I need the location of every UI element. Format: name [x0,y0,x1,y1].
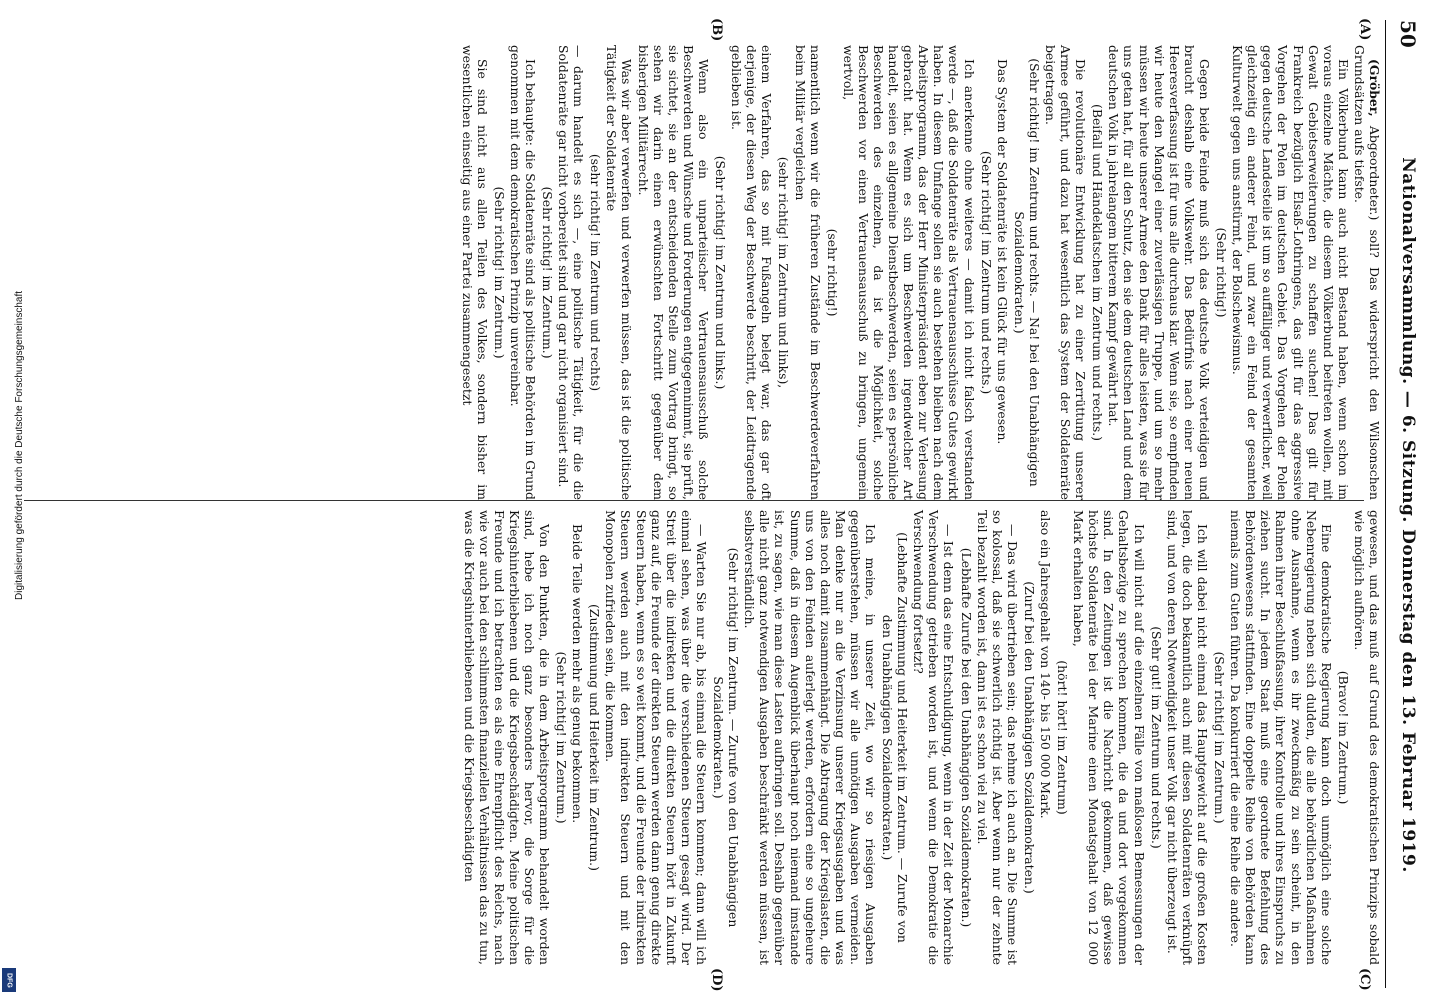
dfg-logo: DFG [2,968,16,992]
paragraph: Ein Völkerbund kann auch nicht Bestand haben, wenn schon im voraus einzelne Mächte, die diesem Völkerbund beitreten wollen, mit Gewalt Gebietserweiterungen zu schaffen suchen! Das gilt für Frankreich bezüglich Elsaß-Lothringens, das gilt für das aggressive Vorgehen der Polen im deutschen Gebiet. Das Vorgehen der Polen gegen deutsche Landesteile ist um so auffälliger und verwerflicher, weil gleichzeitig ein anderer Feind, und zwar ein Feind der gesamten Kulturwelt gegen uns anstürmt, der Bolschewismus. [1230,45,1351,500]
paragraph: namentlich wenn wir die früheren Zustände im Beschwerdeverfahren beim Militär vergleichen [792,45,823,500]
interjection: (Beifall und Händeklatschen im Zentrum und rechts.) [1090,104,1106,441]
page-title: Nationalversammlung. — 6. Sitzung. Donnerstag den 13. Februar 1919. [1398,157,1418,873]
paragraph: Was wir aber verwerfen und verwerfen müssen, das ist die politische Tätigkeit der Soldatenräte [604,45,635,500]
paragraph: Gegen beide Feinde muß sich das deutsche Volk verteidigen und braucht deshalb eine Volkswehr. Das Bedürfnis nach einer neuen Heeresverfassung ist für uns alle durchaus klar. Wenn sie, so empfinden wir heute den Mangel einer zuverlässigen Truppe, und um so mehr müssen wir heute unserer Armee den Dank für alles leisten, was sie für uns getan hat, für all den Schutz, den sie dem deutschen Land und dem deutschen Volk in jahrelangem bitterem Kampf gewährt hat. [1106,45,1212,500]
interjection: (Lebhafte Zurufe bei den Unabhängigen Sozialdemokraten.) [958,547,974,928]
interjection: (sehr richtig! im Zentrum und rechts) [588,153,604,392]
interjection: (Sehr richtig! im Zentrum.) [1212,651,1228,824]
paragraph: (Gröber, Abgeordneter.) soll? Das widerspricht den Wilsonschen Grundsätzen aufs tiefste. [1351,45,1382,500]
paragraph: Ich meine, in unserer Zeit, wo wir so riesigen Ausgaben gegenüberstehen, müssen wir alle unnötigen Ausgaben vermeiden. Man denke nur an die Verzinsung unserer Kriegsausgaben und was alles noch damit zusammenhängt. Die Abtragung der Kriegslasten, die uns von den Feinden auferlegt werden, erfordern eine so ungeheure Summe, daß in diesem Augenblick überhaupt noch niemand imstande ist, zu sagen, wie man diese Lasten aufbringen soll. Deshalb gegenüber alle nicht ganz notwendigen Ausgaben beschränkt werden müssen, ist selbstverständlich. [742,510,878,965]
paragraph: Ich anerkenne ohne weiteres — damit ich nicht falsch verstanden werde —, daß die Soldatenräte als Vertrauensausschüsse Gutes gewirkt haben. In diesem Umfange sollen sie auch bestehen bleiben nach dem Arbeitsprogramm, das der Herr Ministerpräsident eben zur Verlesung gebracht hat. Wenn es sich um Beschwerden irgendwelcher Art handelt, seien es allgemeine Dienstbeschwerden, seien es persönliche Beschwerden des einzelnen, da ist die Möglichkeit, solche Beschwerden vor einen Vertrauensausschuß zu bringen, ungemein wertvoll, [840,45,977,500]
interjection: (Lebhafte Zustimmung und Heiterkeit im Zentrum. — Zurufe von den Unabhängigen Sozialdemokraten.) [880,532,911,943]
interjection: (Sehr richtig! im Zentrum und links.) [713,155,729,390]
header-rule [1385,20,1386,988]
paragraph: Ich will nicht auf die einzelnen Fälle von maßlosen Bemessungen der Gehaltsbezüge zu sprechen kommen, die da und dort vorgekommen sind. In den Zeitungen ist die Nachricht gekommen, daß gewisse höchste Soldatenräte bei der Marine einen Monatsgehalt von 12 000 Mark erhalten haben, [1071,510,1147,965]
dfg-footer [0,0,25,1000]
paragraph: Sie sind nicht aus allen Teilen des Volkes, sondern bisher im wesentlichen einseitig aus einer Partei zusammengesetzt [459,45,490,500]
left-column [458,45,1382,500]
paragraph: Wenn also ein unparteiischer Vertrauensausschuß solche Beschwerden und Wünsche und Forderungen entgegennimmt, sie prüft, sie sichtet, sie an der entscheidenden Stelle zum Vortrag bringt, so sehen wir darin einen erwünschten Fortschritt gegenüber dem bisherigen Militärrecht. [635,45,711,500]
paragraph: gewesen, und das muß auf Grund des demokratischen Prinzips sobald wie möglich aufhören. [1351,510,1382,965]
column-divider [24,500,1364,501]
page-header [1386,20,1426,990]
margin-marker-d: (D) [709,968,724,992]
paragraph: Ich will dabei nicht einmal das Hauptgewicht auf die großen Kosten legen, die doch bekanntlich auch mit diesen Soldatenräten verknüpft sind, und von deren Notwendigkeit unser Volk gar nicht überzeugt ist. [1164,510,1210,965]
margin-marker-c: (C) [1357,968,1372,991]
paragraph: Das System der Soldatenräte ist kein Glück für uns gewesen. [994,59,1010,445]
interjection: (Zustimmung und Heiterkeit im Zentrum.) [587,604,603,871]
paragraph: — darum handelt es sich —, eine politische Tätigkeit, für die die Soldatenräte gar nicht vorbereitet sind und gar nicht organisiert sind. [556,45,587,500]
interjection: (Sehr gut! im Zentrum und rechts.) [1148,626,1164,849]
paragraph: — Ist denn das eine Entschuldigung, wenn in der Zeit der Monarchie Verschwendung getrieben worden ist, und wenn die Demokratie die Verschwendung fortsetzt? [911,510,957,965]
interjection: (Zuruf bei den Unabhängigen Sozialdemokraten.) [1021,581,1037,894]
interjection: (hört! hört! im Zentrum) [1055,660,1071,815]
interjection: (Sehr richtig! im Zentrum und rechts. — Na! bei den Unabhängigen Sozialdemokraten.) [1011,58,1042,487]
interjection: (Sehr richtig! im Zentrum.) [540,186,556,359]
interjection: (Sehr richtig! im Zentrum.) [491,186,507,359]
paragraph: — Das wird übertrieben sein; das nehme ich auch an. Die Summe ist so kolossal, daß sie schwerlich richtig ist. Aber wenn nur der zehnte Teil bezahlt worden ist, dann ist es schon viel zu viel. [974,510,1020,965]
interjection: (Bravo! im Zentrum.) [1335,670,1351,805]
margin-marker-b: (B) [709,18,724,42]
interjection: (Sehr richtig!) [1214,227,1230,318]
interjection: (Sehr richtig! im Zentrum und rechts.) [978,150,994,395]
speaker-name: (Gröber, [1367,59,1382,117]
dfg-note: Digitalisierung gefördert durch die Deutsche Forschungsgemeinschaft [14,290,25,600]
page-number: 50 [1396,20,1420,48]
paragraph: Ich behaupte: die Soldatenräte sind als politische Behörden im Grund genommen mit dem demokratischen Prinzip unvereinbar. [507,45,538,500]
paragraph: also ein Jahresgehalt von 140- bis 150 000 Mark. [1038,510,1054,819]
right-column [460,510,1382,965]
paragraph: Eine demokratische Regierung kann doch unmöglich eine solche Nebenregierung neben sich dulden, die alle behördlichen Maßnahmen ohne Ausnahme, wenn es ihr zweckmäßig zu sein scheint, in den Rahmen ihrer Beschlußfassung, ihrer Kontrolle und ihres Einspruchs zu ziehen sucht. In jedem Staat muß eine geordnete Befehlung des Behördenwesens stattfinden. Eine doppelte Reihe von Behörden kann niemals zum Guten führen. Da konkurriert die eine Reihe die andere. [1228,510,1334,965]
paragraph: einem Verfahren, das so mit Fußangeln belegt war, das gar oft derjenige, der diesen Weg der Beschwerde beschritt, der Leidtragende geblieben ist. [729,45,775,500]
paragraph: Beide Teile werden mehr als genug bekommen. [570,524,586,824]
interjection: (sehr richtig!) [824,228,840,317]
interjection: (Sehr richtig! im Zentrum.) [554,651,570,824]
paragraph: Von den Punkten, die in dem Arbeitsprogramm behandelt worden sind, hebe ich noch ganz besonders hervor, die Sorge für die Kriegshinterbliebenen und die Kriegsbeschädigten. Meine politischen Freunde und ich betrachten es als eine Ehrenpflicht des Reichs, nach wie vor auch bei den schlimmsten finanziellen Verhältnissen das zu tun, was die Kriegshinterbliebenen und die Kriegsbeschädigten [461,510,553,965]
interjection: (Sehr richtig! im Zentrum. — Zurufe von den Unabhängigen Sozialdemokraten.) [711,547,742,928]
interjection: (sehr richtig! im Zentrum und links), [776,156,792,389]
paragraph: Die revolutionäre Entwicklung hat zu einer Zerrüttung unserer Armee geführt, und dazu hat wesentlich das System der Soldatenräte beigetragen. [1043,45,1089,500]
margin-marker-a: (A) [1357,18,1372,41]
paragraph: — Warten Sie nur ab, bis einmal die Steuern kommen; dann will ich einmal sehen, was über die verschiedenen Steuern gesagt wird. Der Streit über die indirekten und die direkten Steuern hört in Zukunft ganz auf, die Freunde der direkten Steuern werden dann genug direkte Steuern haben, wenn es so weit kommt, und die Freunde der indirekten Steuern werden auch mit den indirekten Steuern und mit den Monopolen zufrieden sein, die kommen. [603,510,709,965]
